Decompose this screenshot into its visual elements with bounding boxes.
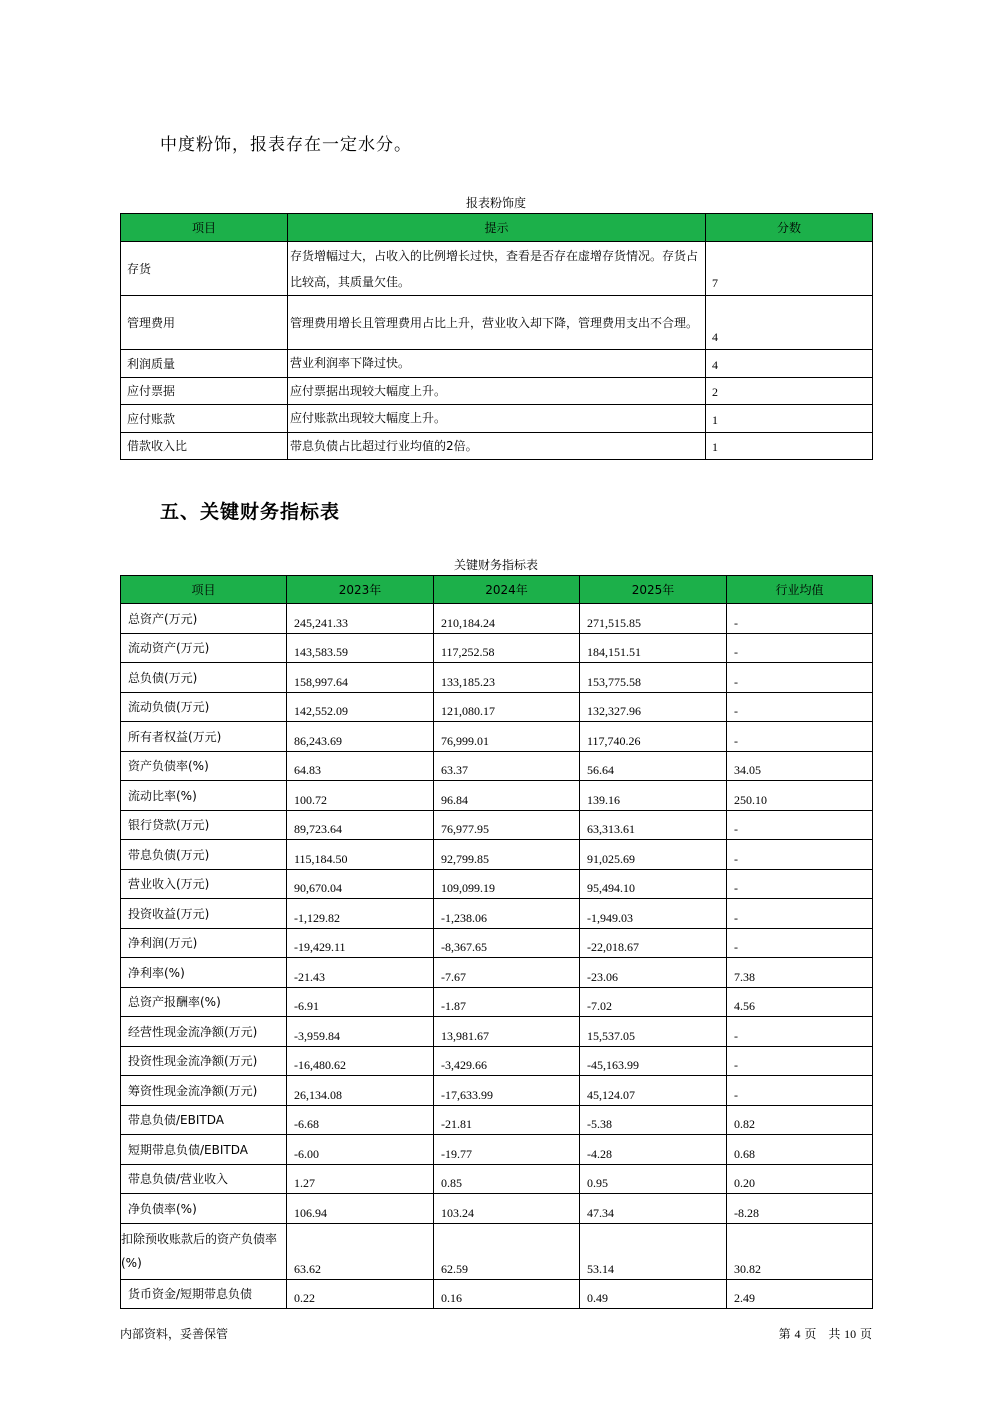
table-row xyxy=(121,432,873,460)
row-item: 存货 xyxy=(121,242,288,296)
value-2023: 115,184.50 xyxy=(287,840,434,870)
value-2025: 271,515.85 xyxy=(580,604,727,634)
table-row xyxy=(121,242,873,296)
value-industry-average: 0.68 xyxy=(727,1135,873,1165)
value-industry-average: 4.56 xyxy=(727,987,873,1017)
row-score: 2 xyxy=(706,377,873,405)
row-hint: 应付账款出现较大幅度上升。 xyxy=(288,405,706,433)
value-2025: 117,740.26 xyxy=(580,722,727,752)
value-2023: -19,429.11 xyxy=(287,928,434,958)
row-score: 1 xyxy=(706,432,873,460)
value-2024: -1.87 xyxy=(434,987,580,1017)
value-2025: -4.28 xyxy=(580,1135,727,1165)
table-row xyxy=(121,1223,873,1279)
value-2023: 26,134.08 xyxy=(287,1076,434,1106)
page-current: 4 xyxy=(794,1327,801,1341)
row-item: 总资产(万元) xyxy=(121,604,287,634)
row-item: 总负债(万元) xyxy=(121,663,287,693)
table-row xyxy=(121,869,873,899)
row-item: 资产负债率(%) xyxy=(121,751,287,781)
value-2023: 100.72 xyxy=(287,781,434,811)
value-industry-average: - xyxy=(727,1017,873,1047)
value-2023: 106.94 xyxy=(287,1194,434,1224)
table2-header-2025: 2025年 xyxy=(580,576,727,604)
value-industry-average: 2.49 xyxy=(727,1279,873,1309)
value-2025: 0.49 xyxy=(580,1279,727,1309)
value-2025: -5.38 xyxy=(580,1105,727,1135)
whitewash-table xyxy=(120,213,873,460)
value-2025: 0.95 xyxy=(580,1164,727,1194)
value-2023: 245,241.33 xyxy=(287,604,434,634)
value-2025: -1,949.03 xyxy=(580,899,727,929)
row-item: 带息负债/营业收入 xyxy=(121,1164,287,1194)
value-2024: 63.37 xyxy=(434,751,580,781)
row-item: 扣除预收账款后的资产负债率(%) xyxy=(121,1223,287,1279)
row-item: 短期带息负债/EBITDA xyxy=(121,1135,287,1165)
table-row xyxy=(121,840,873,870)
value-industry-average: - xyxy=(727,633,873,663)
row-hint: 管理费用增长且管理费用占比上升，营业收入却下降，管理费用支出不合理。 xyxy=(288,296,706,350)
value-2024: 13,981.67 xyxy=(434,1017,580,1047)
value-2024: -8,367.65 xyxy=(434,928,580,958)
row-item: 筹资性现金流净额(万元) xyxy=(121,1076,287,1106)
value-2025: 91,025.69 xyxy=(580,840,727,870)
table-row xyxy=(121,405,873,433)
table-row xyxy=(121,692,873,722)
table2-header-2024: 2024年 xyxy=(434,576,580,604)
value-2025: 139.16 xyxy=(580,781,727,811)
row-item: 应付票据 xyxy=(121,377,288,405)
row-item: 流动比率(%) xyxy=(121,781,287,811)
row-hint: 营业利润率下降过快。 xyxy=(288,350,706,378)
section-title: 五、关键财务指标表 xyxy=(160,501,341,523)
value-2025: -7.02 xyxy=(580,987,727,1017)
table-row xyxy=(121,722,873,752)
value-2023: 1.27 xyxy=(287,1164,434,1194)
value-industry-average: -8.28 xyxy=(727,1194,873,1224)
value-2024: 76,977.95 xyxy=(434,810,580,840)
value-2024: 133,185.23 xyxy=(434,663,580,693)
table-row xyxy=(121,1135,873,1165)
table-row xyxy=(121,1194,873,1224)
row-hint: 应付票据出现较大幅度上升。 xyxy=(288,377,706,405)
value-industry-average: 0.82 xyxy=(727,1105,873,1135)
value-industry-average: - xyxy=(727,1076,873,1106)
value-2024: -7.67 xyxy=(434,958,580,988)
value-2024: 117,252.58 xyxy=(434,633,580,663)
value-2024: -3,429.66 xyxy=(434,1046,580,1076)
value-2025: -23.06 xyxy=(580,958,727,988)
row-item: 所有者权益(万元) xyxy=(121,722,287,752)
value-2025: 45,124.07 xyxy=(580,1076,727,1106)
value-2025: 53.14 xyxy=(580,1223,727,1279)
value-2023: 142,552.09 xyxy=(287,692,434,722)
table-row xyxy=(121,781,873,811)
value-2024: 210,184.24 xyxy=(434,604,580,634)
value-2023: -3,959.84 xyxy=(287,1017,434,1047)
value-industry-average: - xyxy=(727,1046,873,1076)
value-industry-average: - xyxy=(727,692,873,722)
value-2023: -21.43 xyxy=(287,958,434,988)
row-score: 4 xyxy=(706,350,873,378)
table1-header-hint: 提示 xyxy=(288,214,706,242)
value-2025: 47.34 xyxy=(580,1194,727,1224)
table-row xyxy=(121,1076,873,1106)
row-item: 带息负债/EBITDA xyxy=(121,1105,287,1135)
row-item: 经营性现金流净额(万元) xyxy=(121,1017,287,1047)
row-item: 净负债率(%) xyxy=(121,1194,287,1224)
row-score: 7 xyxy=(706,242,873,296)
table-row xyxy=(121,1279,873,1309)
value-industry-average: 30.82 xyxy=(727,1223,873,1279)
table-row xyxy=(121,1105,873,1135)
value-industry-average: - xyxy=(727,604,873,634)
value-industry-average: - xyxy=(727,928,873,958)
table-row xyxy=(121,810,873,840)
value-2023: -6.91 xyxy=(287,987,434,1017)
table2-header-item: 项目 xyxy=(121,576,287,604)
value-2023: 63.62 xyxy=(287,1223,434,1279)
value-2024: 121,080.17 xyxy=(434,692,580,722)
row-item: 流动资产(万元) xyxy=(121,633,287,663)
row-item: 总资产报酬率(%) xyxy=(121,987,287,1017)
row-score: 4 xyxy=(706,296,873,350)
row-item: 净利率(%) xyxy=(121,958,287,988)
value-industry-average: 250.10 xyxy=(727,781,873,811)
value-2025: -22,018.67 xyxy=(580,928,727,958)
value-2024: 0.16 xyxy=(434,1279,580,1309)
row-item: 投资性现金流净额(万元) xyxy=(121,1046,287,1076)
table-row xyxy=(121,377,873,405)
value-2025: -45,163.99 xyxy=(580,1046,727,1076)
page-suffix: 页 xyxy=(859,1327,872,1341)
value-industry-average: 0.20 xyxy=(727,1164,873,1194)
table1-caption: 报表粉饰度 xyxy=(465,196,526,210)
value-2023: -16,480.62 xyxy=(287,1046,434,1076)
value-2024: 103.24 xyxy=(434,1194,580,1224)
value-2024: 76,999.01 xyxy=(434,722,580,752)
row-hint: 带息负债占比超过行业均值的2倍。 xyxy=(288,432,706,460)
value-2025: 56.64 xyxy=(580,751,727,781)
value-2023: 64.83 xyxy=(287,751,434,781)
footer-confidential-note: 内部资料，妥善保管 xyxy=(120,1327,229,1341)
value-2024: -17,633.99 xyxy=(434,1076,580,1106)
row-item: 净利润(万元) xyxy=(121,928,287,958)
intro-text: 中度粉饰，报表存在一定水分。 xyxy=(160,135,412,155)
page-mid: 页 共 xyxy=(804,1327,841,1341)
table-row xyxy=(121,604,873,634)
value-2024: 0.85 xyxy=(434,1164,580,1194)
table-row xyxy=(121,350,873,378)
table-row xyxy=(121,899,873,929)
value-2025: 63,313.61 xyxy=(580,810,727,840)
row-item: 银行贷款(万元) xyxy=(121,810,287,840)
row-item: 带息负债(万元) xyxy=(121,840,287,870)
table-row xyxy=(121,1164,873,1194)
value-2025: 153,775.58 xyxy=(580,663,727,693)
value-2025: 15,537.05 xyxy=(580,1017,727,1047)
value-2025: 95,494.10 xyxy=(580,869,727,899)
value-2024: -21.81 xyxy=(434,1105,580,1135)
value-industry-average: 34.05 xyxy=(727,751,873,781)
value-2023: 89,723.64 xyxy=(287,810,434,840)
row-item: 应付账款 xyxy=(121,405,288,433)
value-industry-average: - xyxy=(727,899,873,929)
value-2023: 0.22 xyxy=(287,1279,434,1309)
row-item: 利润质量 xyxy=(121,350,288,378)
table2-caption: 关键财务指标表 xyxy=(453,558,538,572)
row-item: 投资收益(万元) xyxy=(121,899,287,929)
row-item: 货币资金/短期带息负债 xyxy=(121,1279,287,1309)
value-industry-average: - xyxy=(727,840,873,870)
table1-header-item: 项目 xyxy=(121,214,288,242)
value-2024: -1,238.06 xyxy=(434,899,580,929)
value-2023: 143,583.59 xyxy=(287,633,434,663)
value-industry-average: - xyxy=(727,663,873,693)
table-row xyxy=(121,1046,873,1076)
value-2025: 184,151.51 xyxy=(580,633,727,663)
value-2024: 96.84 xyxy=(434,781,580,811)
value-2025: 132,327.96 xyxy=(580,692,727,722)
table-row xyxy=(121,928,873,958)
table-row xyxy=(121,751,873,781)
table-row xyxy=(121,987,873,1017)
value-2024: 92,799.85 xyxy=(434,840,580,870)
value-2023: 86,243.69 xyxy=(287,722,434,752)
row-item: 借款收入比 xyxy=(121,432,288,460)
table2-header-2023: 2023年 xyxy=(287,576,434,604)
row-score: 1 xyxy=(706,405,873,433)
table-row xyxy=(121,663,873,693)
value-2024: 109,099.19 xyxy=(434,869,580,899)
row-item: 管理费用 xyxy=(121,296,288,350)
value-2023: -6.68 xyxy=(287,1105,434,1135)
value-2023: -6.00 xyxy=(287,1135,434,1165)
key-indicators-table xyxy=(120,575,873,1309)
page-total: 10 xyxy=(844,1327,857,1341)
table-row xyxy=(121,296,873,350)
value-2023: 90,670.04 xyxy=(287,869,434,899)
table-row xyxy=(121,633,873,663)
row-item: 流动负债(万元) xyxy=(121,692,287,722)
row-item: 营业收入(万元) xyxy=(121,869,287,899)
table2-header-average: 行业均值 xyxy=(727,576,873,604)
value-2023: 158,997.64 xyxy=(287,663,434,693)
value-industry-average: - xyxy=(727,722,873,752)
value-2023: -1,129.82 xyxy=(287,899,434,929)
table-row xyxy=(121,1017,873,1047)
value-2024: 62.59 xyxy=(434,1223,580,1279)
value-industry-average: - xyxy=(727,869,873,899)
page-prefix: 第 xyxy=(778,1327,791,1341)
footer-page-number xyxy=(779,1325,872,1342)
value-2024: -19.77 xyxy=(434,1135,580,1165)
table1-header-score: 分数 xyxy=(706,214,873,242)
row-hint: 存货增幅过大，占收入的比例增长过快，查看是否存在虚增存货情况。存货占比较高，其质量欠佳。 xyxy=(288,242,706,296)
table-row xyxy=(121,958,873,988)
value-industry-average: - xyxy=(727,810,873,840)
value-industry-average: 7.38 xyxy=(727,958,873,988)
